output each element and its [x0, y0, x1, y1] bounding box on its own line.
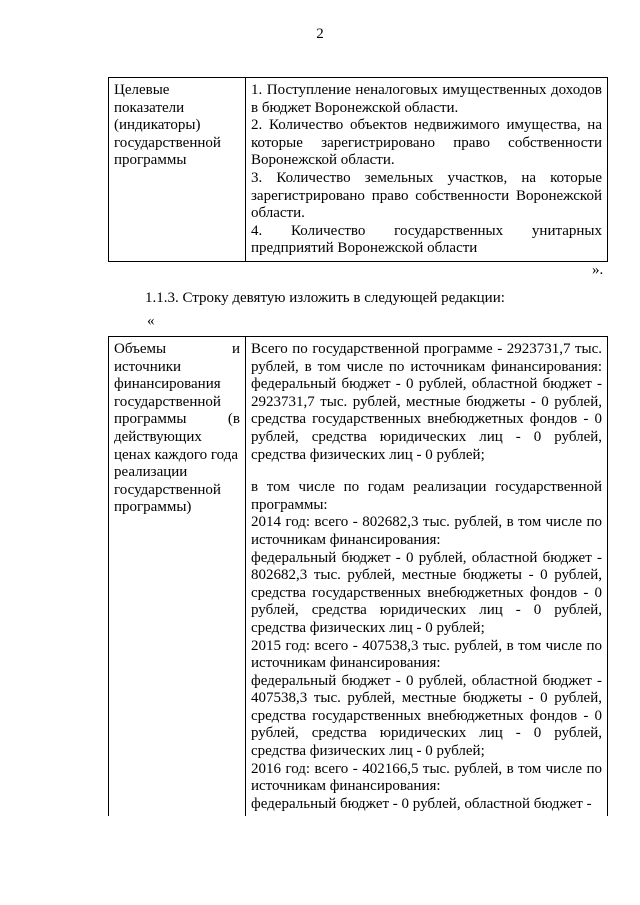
funding-paragraph: федеральный бюджет - 0 рублей, областной бюджет - 802682,3 тыс. рублей, местные бюджеты - 0 рублей, средства государственных внебюджетных фондов - 0 рублей, средства юридических лиц - 0 рублей, средства физических лиц - 0 рублей;: [251, 549, 602, 636]
row-label: [109, 337, 246, 817]
indicator-item: 1. Поступление неналоговых имущественных доходов в бюджет Воронежской области.: [251, 82, 602, 116]
amendment-paragraph: 1.1.3. Строку девятую изложить в следующей редакции:: [145, 290, 505, 306]
closing-quote: ».: [592, 262, 604, 278]
opening-quote: «: [147, 313, 155, 329]
funding-paragraph: 2015 год: всего - 407538,3 тыс. рублей, в том числе по источникам финансирования:: [251, 637, 602, 672]
funding-paragraph: федеральный бюджет - 0 рублей, областной бюджет -: [251, 795, 592, 812]
indicator-item: 3. Количество земельных участков, на которые зарегистрировано право собственности Воронежской области.: [251, 169, 602, 222]
label-word: и: [231, 341, 240, 357]
table-row: [109, 78, 608, 262]
row-content: [246, 78, 608, 262]
row-label: Целевые показатели (индикаторы) государственной программы: [109, 78, 246, 262]
indicator-item: 4. Количество государственных унитарных предприятий Воронежской области: [251, 222, 602, 257]
funding-table: [108, 336, 608, 816]
table-row: [109, 337, 608, 817]
indicator-item: 2. Количество объектов недвижимого имущества, на которые зарегистрировано право собственности Воронежской области.: [251, 117, 602, 169]
label-text: источники финансирования государственной: [114, 358, 221, 410]
funding-paragraph: в том числе по годам реализации государственной программы:: [251, 479, 602, 513]
label-word: (в: [227, 411, 240, 428]
page-number: 2: [316, 26, 324, 42]
funding-paragraph: 2016 год: всего - 402166,5 тыс. рублей, в том числе по источникам финансирования:: [251, 760, 602, 795]
funding-paragraph: Всего по государственной программе - 2923731,7 тыс. рублей, в том числе по источникам финансирования: федеральный бюджет - 0 рублей, областной бюджет - 2923731,7 тыс. рублей, местные бюджеты - 0 рублей, средства государственных внебюджетных фондов - 0 рублей, средства юридических лиц - 0 рублей, средства физических лиц - 0 рублей;: [251, 341, 602, 463]
label-word: программы: [114, 411, 187, 428]
label-text: действующих ценах каждого года реализации государственной программы): [114, 428, 238, 516]
label-word: Объемы: [114, 341, 167, 357]
target-indicators-table: [108, 77, 608, 262]
funding-paragraph: 2014 год: всего - 802682,3 тыс. рублей, в том числе по источникам финансирования:: [251, 514, 602, 548]
funding-paragraph: федеральный бюджет - 0 рублей, областной бюджет - 407538,3 тыс. рублей, местные бюджеты - 0 рублей, средства государственных внебюджетных фондов - 0 рублей, средства юридических лиц - 0 рублей, средства физических лиц - 0 рублей;: [251, 672, 602, 760]
row-content: [246, 337, 608, 817]
